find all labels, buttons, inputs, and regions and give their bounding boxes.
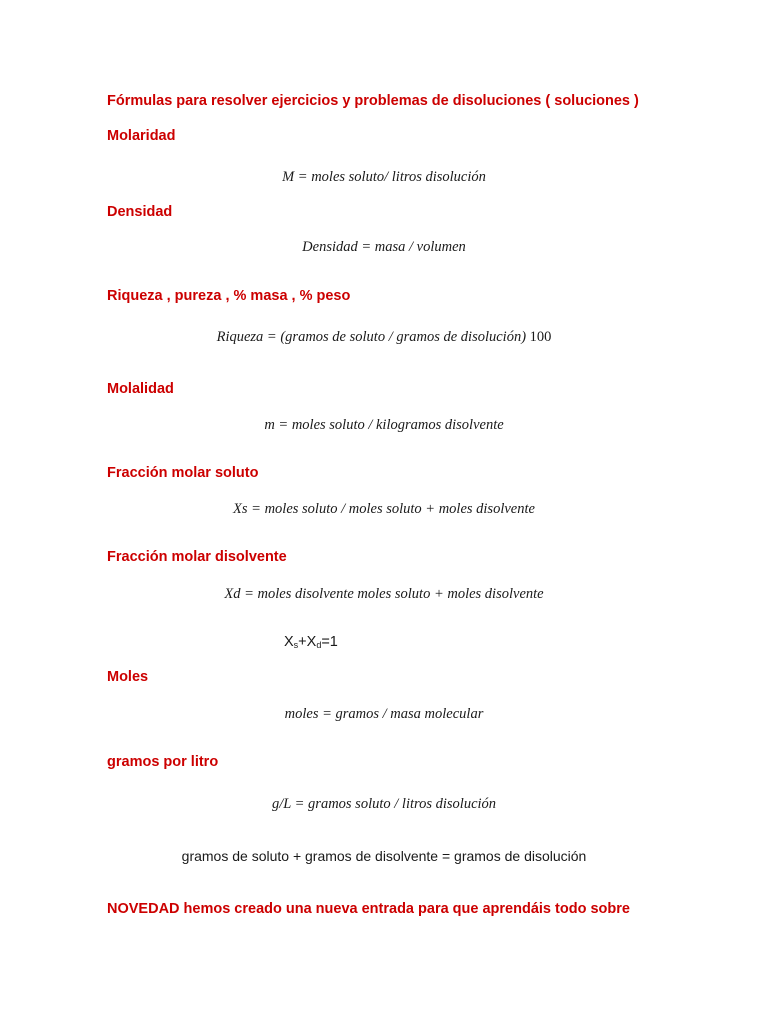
document-title: Fórmulas para resolver ejercicios y problemas de disoluciones ( soluciones ) <box>107 93 639 109</box>
formula-moles: moles = gramos / masa molecular <box>284 706 484 722</box>
formula-fraccion-soluto: Xs = moles soluto / moles soluto + moles disolvente <box>233 501 535 517</box>
formula-molalidad: m = moles soluto / kilogramos disolvente <box>264 417 504 433</box>
formula-suma-gramos: gramos de soluto + gramos de disolvente = gramos de disolución <box>181 848 587 864</box>
suma-sub1: s <box>293 640 299 650</box>
formula-riqueza <box>0 330 768 345</box>
heading-densidad: Densidad <box>107 204 173 220</box>
formula-densidad: Densidad = masa / volumen <box>302 239 466 255</box>
heading-molalidad: Molalidad <box>107 381 174 397</box>
heading-fraccion-soluto: Fracción molar soluto <box>107 465 259 481</box>
suma-x1: X <box>284 634 294 650</box>
novedad-link-text[interactable]: NOVEDAD hemos creado una nueva entrada para que aprendáis todo sobre <box>107 901 630 917</box>
heading-molaridad: Molaridad <box>107 128 176 144</box>
suma-plus: +X <box>298 634 317 650</box>
formula-suma-fracciones <box>284 635 338 650</box>
formula-riqueza-main: Riqueza = (gramos de soluto / gramos de disolución) <box>216 329 527 345</box>
formula-gramos-litro: g/L = gramos soluto / litros disolución <box>271 796 497 812</box>
heading-moles: Moles <box>107 669 149 685</box>
suma-rest: =1 <box>321 634 338 650</box>
heading-fraccion-disolvente: Fracción molar disolvente <box>107 549 287 565</box>
formula-fraccion-disolvente: Xd = moles disolvente moles soluto + moles disolvente <box>224 586 544 602</box>
formula-molaridad: M = moles soluto/ litros disolución <box>282 169 486 185</box>
heading-gramos-litro: gramos por litro <box>107 754 219 770</box>
heading-riqueza: Riqueza , pureza , % masa , % peso <box>107 288 351 304</box>
suma-sub2: d <box>316 640 322 650</box>
formula-riqueza-factor: 100 <box>526 329 552 345</box>
